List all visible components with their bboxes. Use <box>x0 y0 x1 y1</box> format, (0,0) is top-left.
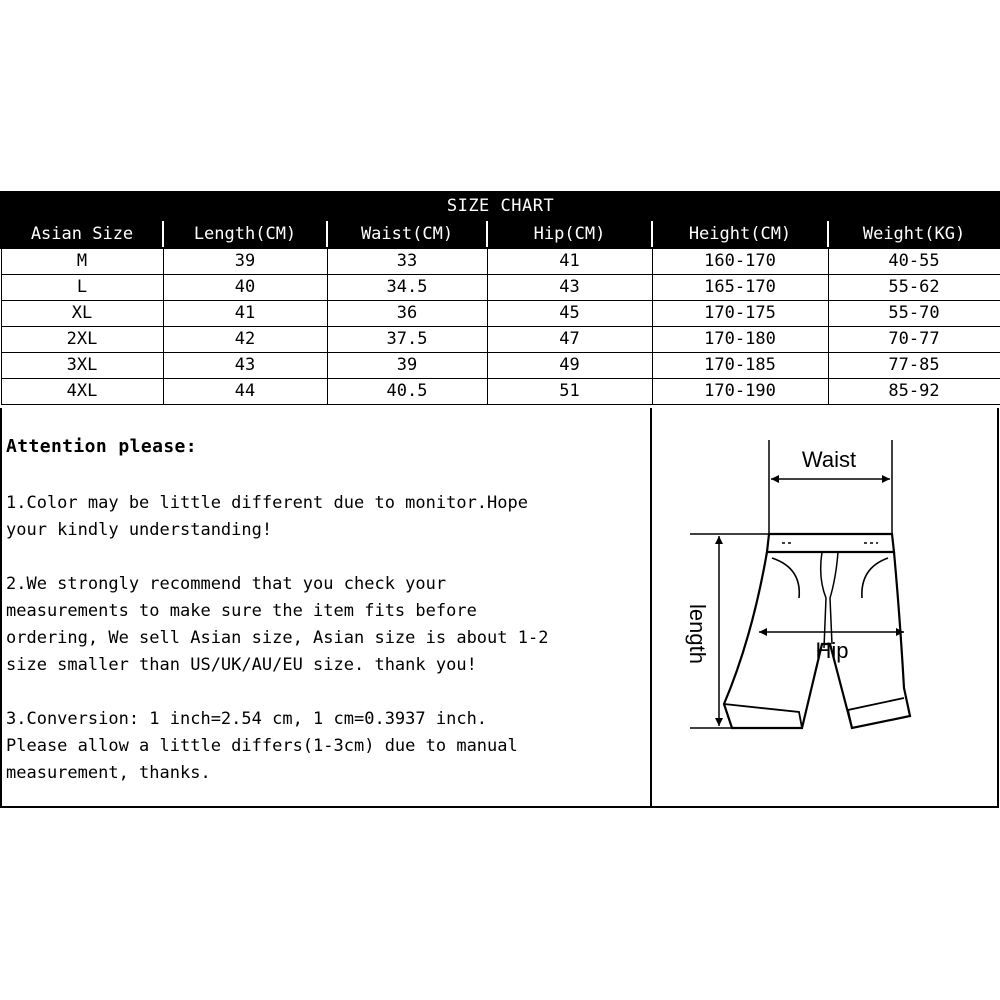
column-header-weight: Weight(KG) <box>828 220 1000 248</box>
table-row <box>1 248 1000 275</box>
info-section <box>0 408 999 808</box>
cell-waist: 34.5 <box>327 275 487 301</box>
shorts-outline-icon <box>652 408 999 806</box>
table-row <box>1 301 1000 327</box>
table-row <box>1 353 1000 379</box>
waist-label: Waist <box>801 447 857 472</box>
table-row <box>1 275 1000 301</box>
cell-size: L <box>1 275 163 301</box>
attention-heading: Attention please: <box>6 436 198 457</box>
header-row <box>1 220 1000 248</box>
length-label: length <box>685 604 710 664</box>
table-row <box>1 379 1000 405</box>
cell-length: 39 <box>163 248 327 275</box>
cell-size: 4XL <box>1 379 163 405</box>
cell-hip: 51 <box>487 379 652 405</box>
cell-hip: 43 <box>487 275 652 301</box>
cell-length: 42 <box>163 327 327 353</box>
cell-size: M <box>1 248 163 275</box>
cell-weight: 85-92 <box>828 379 1000 405</box>
note-measurement: 2.We strongly recommend that you check your measurements to make sure the item fits before ordering, We sell Asian size, Asian size is about 1-2 size smaller than US/UK/AU/EU size. thank you! <box>6 574 549 675</box>
cell-waist: 39 <box>327 353 487 379</box>
column-header-length: Length(CM) <box>163 220 327 248</box>
cell-weight: 40-55 <box>828 248 1000 275</box>
cell-height: 160-170 <box>652 248 828 275</box>
column-header-height: Height(CM) <box>652 220 828 248</box>
cell-size: 3XL <box>1 353 163 379</box>
cell-hip: 45 <box>487 301 652 327</box>
cell-length: 43 <box>163 353 327 379</box>
note-color: 1.Color may be little different due to monitor.Hope your kindly understanding! <box>6 493 528 540</box>
size-chart-sheet <box>0 191 1000 809</box>
cell-waist: 33 <box>327 248 487 275</box>
cell-waist: 37.5 <box>327 327 487 353</box>
cell-weight: 55-62 <box>828 275 1000 301</box>
column-header-hip: Hip(CM) <box>487 220 652 248</box>
cell-hip: 49 <box>487 353 652 379</box>
table-title: SIZE CHART <box>1 192 1000 220</box>
cell-waist: 36 <box>327 301 487 327</box>
cell-height: 170-190 <box>652 379 828 405</box>
column-header-asian-size: Asian Size <box>1 220 163 248</box>
cell-size: 2XL <box>1 327 163 353</box>
attention-notes <box>2 408 652 806</box>
cell-height: 170-180 <box>652 327 828 353</box>
cell-weight: 77-85 <box>828 353 1000 379</box>
size-chart-table <box>0 191 1000 405</box>
cell-hip: 47 <box>487 327 652 353</box>
cell-weight: 55-70 <box>828 301 1000 327</box>
cell-length: 40 <box>163 275 327 301</box>
cell-weight: 70-77 <box>828 327 1000 353</box>
hip-label: Hip <box>815 638 849 663</box>
note-conversion: 3.Conversion: 1 inch=2.54 cm, 1 cm=0.3937 inch. Please allow a little differs(1-3cm) due to manual measurement, thanks. <box>6 709 518 783</box>
cell-height: 165-170 <box>652 275 828 301</box>
column-header-waist: Waist(CM) <box>327 220 487 248</box>
cell-length: 44 <box>163 379 327 405</box>
shorts-diagram <box>652 408 999 806</box>
cell-length: 41 <box>163 301 327 327</box>
cell-waist: 40.5 <box>327 379 487 405</box>
cell-hip: 41 <box>487 248 652 275</box>
cell-height: 170-175 <box>652 301 828 327</box>
cell-size: XL <box>1 301 163 327</box>
cell-height: 170-185 <box>652 353 828 379</box>
table-row <box>1 327 1000 353</box>
